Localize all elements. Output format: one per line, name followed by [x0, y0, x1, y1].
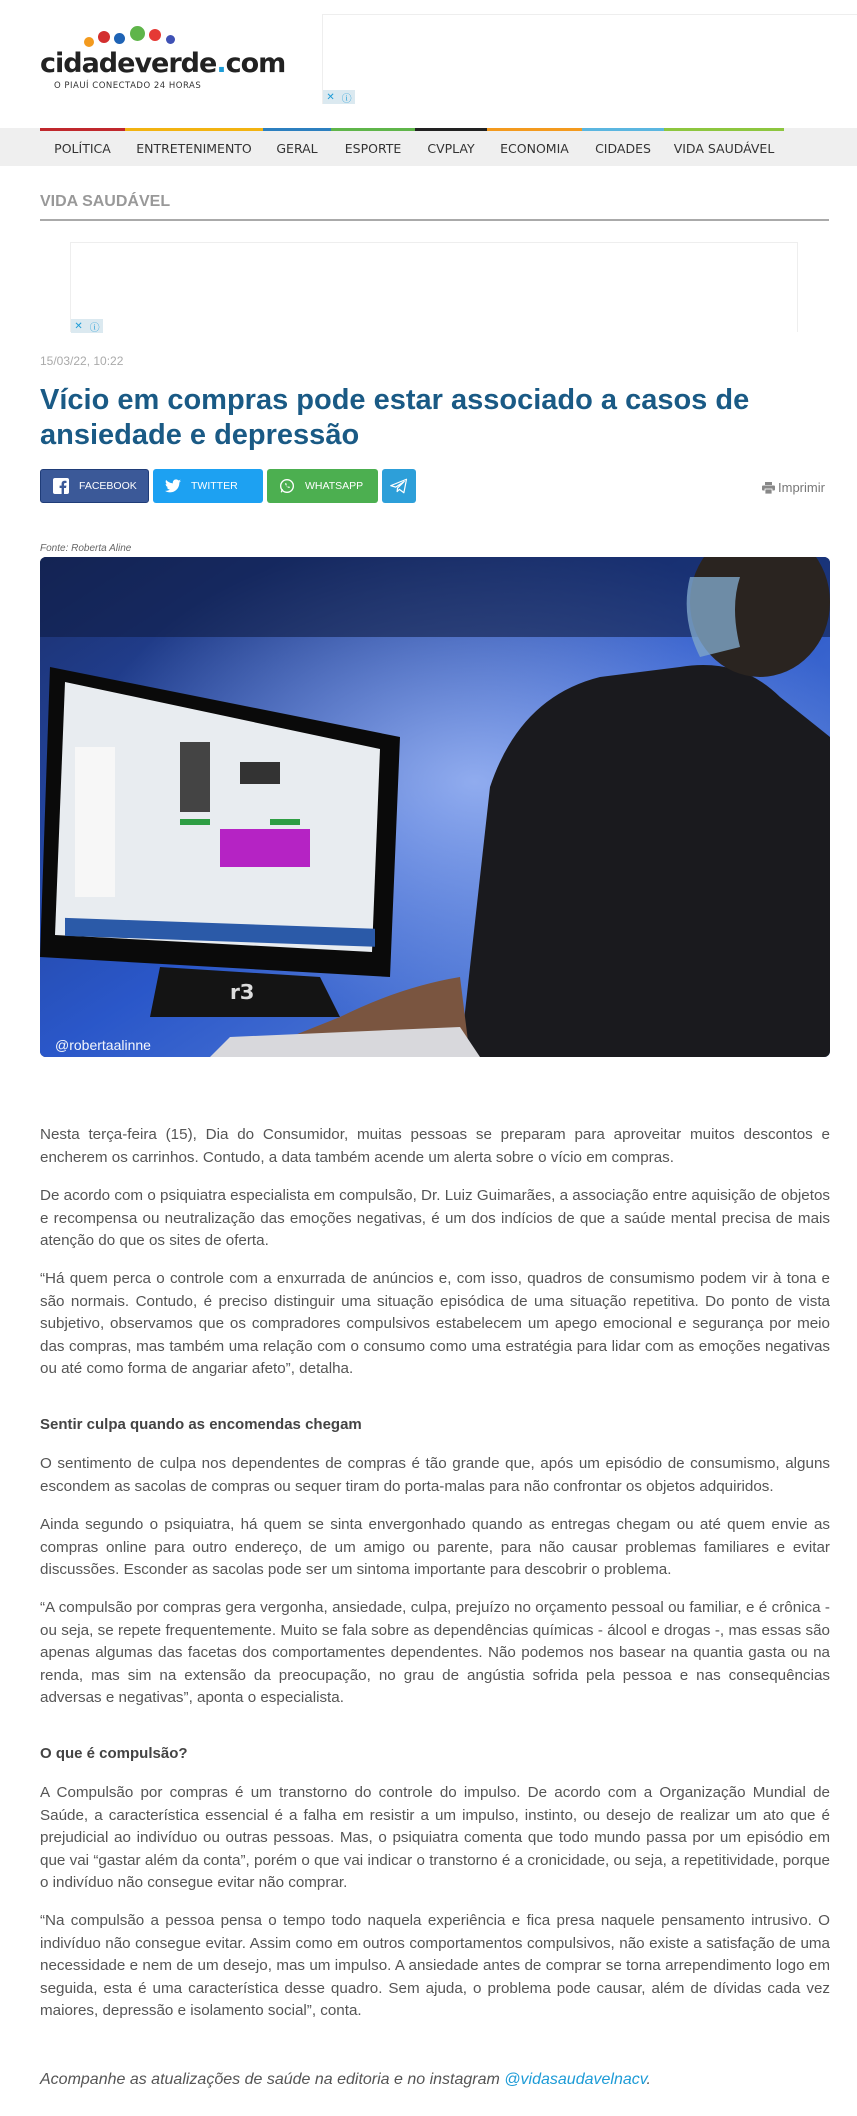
print-label: Imprimir	[778, 480, 825, 495]
article-paragraph: Nesta terça-feira (15), Dia do Consumidor, muitas pessoas se preparam para aproveitar muitos descontos e encherem os carrinhos. Contudo, a data também acende um alerta sobre o vício em compras.	[40, 1126, 830, 1166]
nav-item-politica[interactable]: POLÍTICA	[40, 128, 125, 166]
article-title: Vício em compras pode estar associado a casos de ansiedade e depressão	[40, 384, 750, 451]
site-header	[0, 0, 857, 128]
logo-tagline: O PIAUÍ CONECTADO 24 HORAS	[54, 81, 202, 91]
article-paragraph: O sentimento de culpa nos dependentes de compras é tão grande que, após um episódio de consumismo, alguns escondem as sacolas de compras ou sequer tiram do porta-malas para não confrontar os objetos adquiridos.	[40, 1455, 830, 1495]
share-facebook-button[interactable]	[40, 469, 149, 503]
article-date: 15/03/22, 10:22	[40, 354, 124, 368]
nav-item-entretenimento[interactable]: ENTRETENIMENTO	[125, 128, 263, 166]
site-logo[interactable]	[40, 26, 286, 96]
article-photo	[40, 557, 830, 1057]
article-paragraph: Ainda segundo o psiquiatra, há quem se sinta envergonhado quando as entregas chegam ou até quem envie as compras online para outro endereço, de um amigo ou parente, para não causar problemas familiares e evitar discussões. Esconder as sacolas pode ser um sintoma importante para descobrir o problema.	[40, 1516, 830, 1578]
article-paragraph: De acordo com o psiquiatra especialista em compulsão, Dr. Luiz Guimarães, a associação entre aquisição de objetos e recompensa ou neutralização das emoções negativas, é um dos indícios de que a saúde mental precisa de mais atenção do que os sites de oferta.	[40, 1187, 830, 1249]
nav-item-vida-saudavel[interactable]: VIDA SAUDÁVEL	[664, 128, 784, 166]
article-photo-illustration	[40, 557, 830, 1057]
share-whatsapp-button[interactable]	[267, 469, 378, 503]
nav-item-cidades[interactable]: CIDADES	[582, 128, 664, 166]
share-telegram-button[interactable]	[382, 469, 416, 503]
logo-balls-graphic	[84, 26, 204, 50]
info-icon[interactable]: ⓘ	[89, 322, 100, 334]
section-divider	[40, 219, 829, 221]
facebook-icon	[53, 478, 69, 494]
top-ad-slot[interactable]	[322, 14, 857, 104]
nav-item-geral[interactable]: GERAL	[263, 128, 331, 166]
instagram-link[interactable]: @vidasaudavelnacv	[504, 2071, 647, 2088]
article-paragraph: A Compulsão por compras é um transtorno do controle do impulso. De acordo com a Organização Mundial de Saúde, a característica essencial é a falha em resistir a um impulso, instinto, ou desejo de realizar um ato que é prejudicial ao indivíduo ou outras pessoas. Mas, o psiquiatra comenta que todo mundo passa por um episódio em que vai “gastar além da conta”, porém o que vai indicar o transtorno é a cronicidade, ou seja, a repetitividade, porque o indivíduo não consegue evitar não comprar.	[40, 1784, 830, 1891]
nav-item-economia[interactable]: ECONOMIA	[487, 128, 582, 166]
close-icon[interactable]: ✕	[74, 320, 83, 332]
article-paragraph: “Há quem perca o controle com a enxurrada de anúncios e, com isso, quadros de consumismo podem vir à tona e são normais. Contudo, é preciso distinguir uma situação episódica de uma situação repetitiva. Do ponto de vista subjetivo, observamos que os compradores compulsivos estabelecem um apego emocional e segurança por meio das compras, mas também uma relação com o consumo como uma estratégia para lidar com as emoções negativas ou até como forma de angariar afeto”, detalha.	[40, 1270, 830, 1377]
main-nav	[0, 128, 857, 166]
nav-item-esporte[interactable]: ESPORTE	[331, 128, 415, 166]
whatsapp-icon	[279, 478, 295, 494]
printer-icon	[762, 482, 775, 494]
article-footer-note: Acompanhe as atualizações de saúde na editoria e no instagram @vidasaudavelnacv.	[40, 2071, 651, 2088]
ad-choices-badge[interactable]	[71, 319, 103, 333]
article-paragraph: “A compulsão por compras gera vergonha, ansiedade, culpa, prejuízo no orçamento pessoal ou familiar, e é crônica - ou seja, se repete frequentemente. Muito se fala sobre as dependências químicas - álcool e drogas -, mas essas são apenas algumas das facetas dos comportamentes dependentes. Não podemos nos basear na quantia gasta ou na renda, mas sim na extensão da preocupação, no grau de angústia sofrida pela pessoa e nas consequências adversas e negativas”, aponta o especialista.	[40, 1599, 830, 1706]
article-paragraph: “Na compulsão a pessoa pensa o tempo todo naquela experiência e fica presa naquele pensamento intrusivo. O indivíduo não consegue evitar. Assim como em outros comportamentos compulsivos, não existe a satisfação de uma necessidade e nem de um desejo, mas um impulso. A ansiedade antes de comprar se torna arrependimento logo em seguida, esta é uma característica desse quadro. Sem ajuda, o problema pode causar, além de dívidas cada vez maiores, depressão e isolamento social”, conta.	[40, 1912, 830, 2019]
share-whatsapp-label: WHATSAPP	[305, 480, 364, 492]
nav-item-cvplay[interactable]: CVPLAY	[415, 128, 487, 166]
logo-wordmark: cidadeverde.com	[40, 48, 286, 79]
info-icon[interactable]: ⓘ	[341, 93, 352, 105]
article-subheading: Sentir culpa quando as encomendas chegam	[40, 1416, 362, 1433]
twitter-icon	[165, 478, 181, 494]
share-facebook-label: FACEBOOK	[79, 480, 137, 492]
svg-text:rЗ: rЗ	[230, 980, 255, 1004]
photo-credit: Fonte: Roberta Aline	[40, 543, 132, 554]
print-link[interactable]	[762, 480, 825, 495]
share-twitter-label: TWITTER	[191, 480, 238, 492]
article-subheading: O que é compulsão?	[40, 1745, 188, 1762]
photo-watermark: @robertaalinne	[55, 1037, 151, 1053]
telegram-icon	[390, 478, 408, 494]
close-icon[interactable]: ✕	[326, 91, 335, 103]
mid-ad-slot[interactable]	[70, 242, 798, 332]
section-title: VIDA SAUDÁVEL	[40, 193, 171, 210]
share-twitter-button[interactable]	[153, 469, 263, 503]
ad-choices-badge[interactable]	[323, 90, 355, 104]
